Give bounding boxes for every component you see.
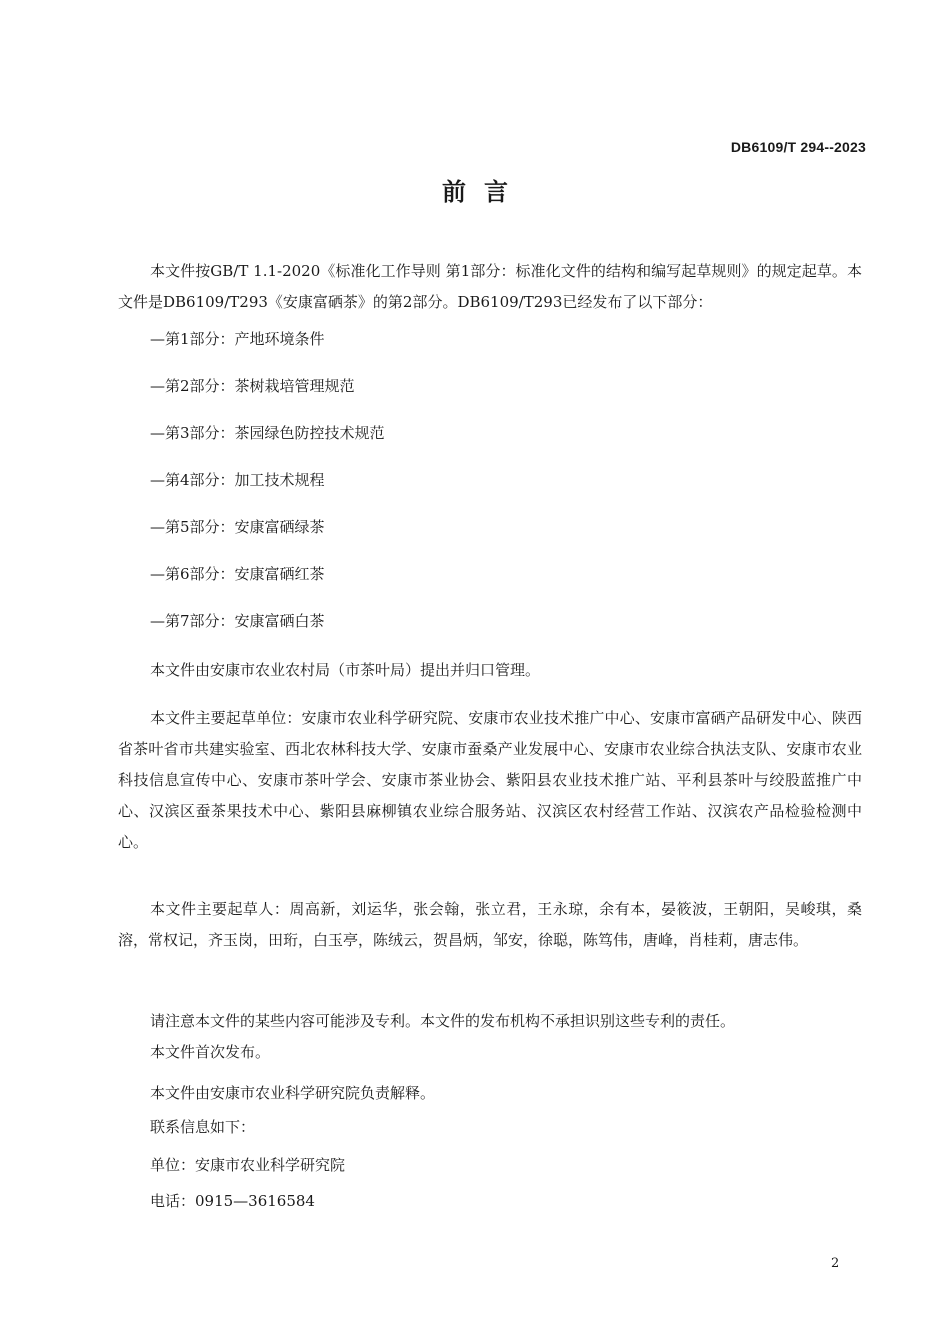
first-release-statement: 本文件首次发布。 (150, 1043, 271, 1061)
part-list-item: —第7部分：安康富硒白茶 (150, 612, 325, 630)
proposed-by-paragraph: 本文件由安康市农业农村局（市茶叶局）提出并归口管理。 (150, 661, 541, 679)
contact-heading: 联系信息如下： (150, 1118, 256, 1136)
page-number: 2 (831, 1256, 840, 1271)
part-list-item: —第5部分：安康富硒绿茶 (150, 518, 325, 536)
contact-unit: 单位：安康市农业科学研究院 (150, 1156, 346, 1174)
patent-notice: 请注意本文件的某些内容可能涉及专利。本文件的发布机构不承担识别这些专利的责任。 (150, 1012, 736, 1030)
drafting-units-paragraph: 本文件主要起草单位：安康市农业科学研究院、安康市农业技术推广中心、安康市富硒产品研发中心、陕西省茶叶省市共建实验室、西北农林科技大学、安康市蚕桑产业发展中心、安康市农业综合执法支队、安康市农业科技信息宣传中心、安康市茶叶学会、安康市茶业协会、紫阳县农业技术推广站、平利县茶叶与绞股蓝推广中心、汉滨区蚕茶果技术中心、紫阳县麻柳镇农业综合服务站、汉滨区农村经营工作站、汉滨农产品检验检测中心。 (118, 709, 862, 851)
part-list-item: —第6部分：安康富硒红茶 (150, 565, 325, 583)
intro-paragraph: 本文件按GB/T 1.1-2020《标准化工作导则 第1部分：标准化文件的结构和编写起草规则》的规定起草。本文件是DB6109/T293《安康富硒茶》的第2部分。DB6109/T293已经发布了以下部分： (118, 262, 862, 311)
part-list-item: —第3部分：茶园绿色防控技术规范 (150, 424, 385, 442)
part-list-item: —第1部分：产地环境条件 (150, 330, 325, 348)
part-list-item: —第2部分：茶树栽培管理规范 (150, 377, 355, 395)
part-list-item: —第4部分：加工技术规程 (150, 471, 325, 489)
document-code: DB6109/T 294--2023 (730, 139, 866, 155)
drafters-paragraph: 本文件主要起草人：周高新，刘运华，张会翰，张立君，王永琼，余有本，晏筱波，王朝阳，吴峻琪，桑溶，常权记，齐玉岗，田珩，白玉亭，陈绒云，贺昌炳，邹安，徐聪，陈笃伟，唐峰，肖桂莉，唐志伟。 (118, 900, 862, 949)
interpretation-statement: 本文件由安康市农业科学研究院负责解释。 (150, 1084, 436, 1102)
contact-phone: 电话：0915—3616584 (150, 1192, 315, 1210)
page-title: 前言 (442, 178, 526, 206)
